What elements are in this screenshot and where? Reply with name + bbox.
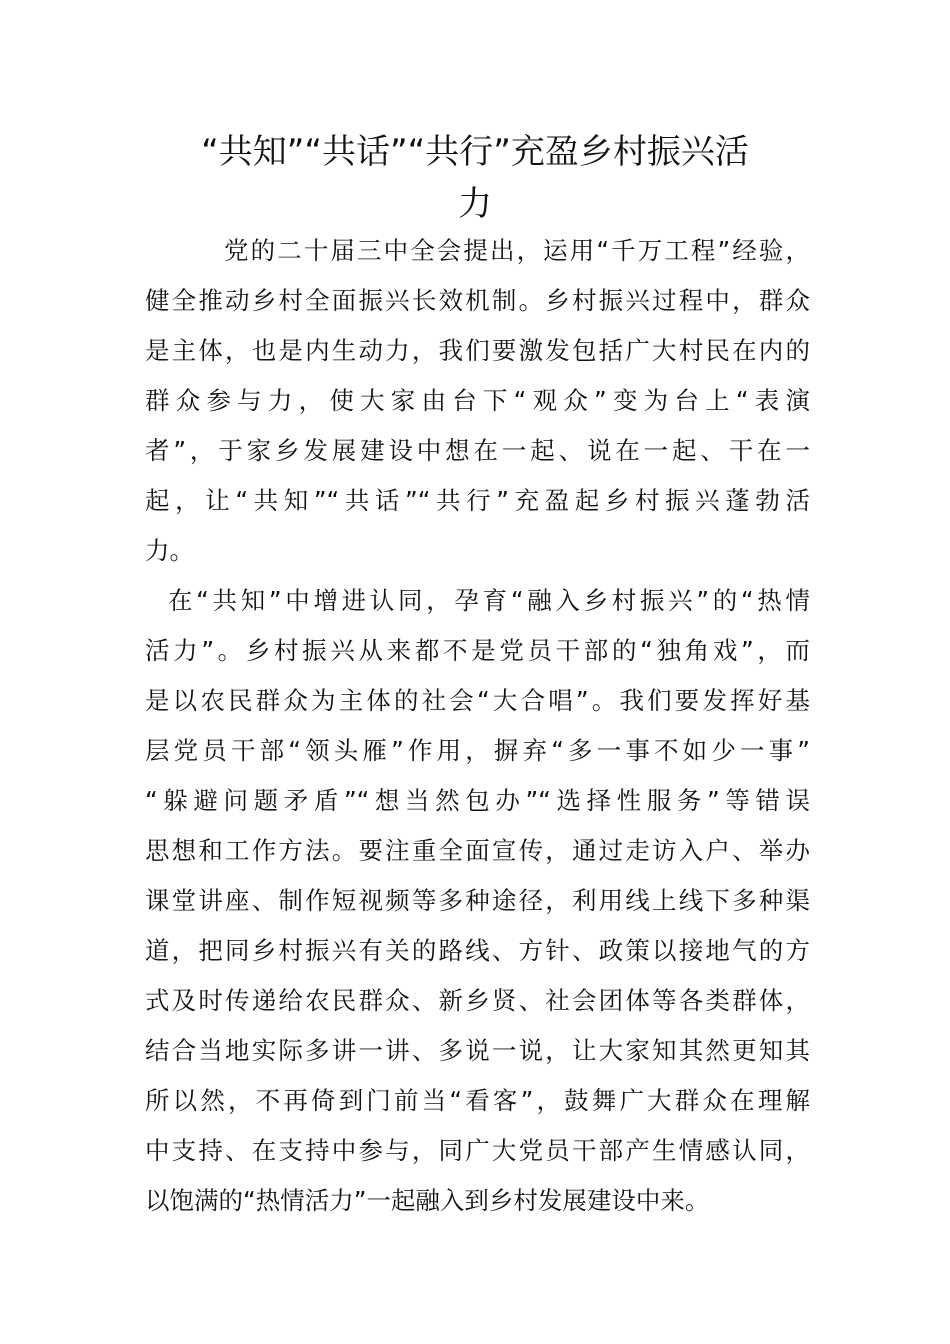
body-line-15: 道，把同乡村振兴有关的路线、方针、政策以接地气的方 (145, 936, 810, 965)
body-line-18: 所以然，不再倚到门前当“看客”，鼓舞广大群众在理解 (145, 1086, 810, 1115)
body-line-17: 结合当地实际多讲一讲、多说一说，让大家知其然更知其 (145, 1036, 810, 1065)
body-line-5: 者”，于家乡发展建设中想在一起、说在一起、干在一 (145, 436, 810, 465)
body-line-4: 群众参与力，使大家由台下“观众”变为台上“表演 (145, 386, 810, 415)
body-line-12: “躲避问题矛盾”“想当然包办”“选择性服务”等错误 (145, 786, 810, 815)
body-line-9: 活力”。乡村振兴从来都不是党员干部的“独角戏”，而 (145, 636, 810, 665)
body-line-19: 中支持、在支持中参与，同广大党员干部产生情感认同， (145, 1136, 810, 1165)
document-title-line-1: “共知”“共话”“共行”充盈乡村振兴活 (201, 132, 749, 172)
body-line-1: 党的二十届三中全会提出，运用“千万工程”经验， (145, 236, 810, 265)
body-line-11: 层党员干部“领头雁”作用，摒弃“多一事不如少一事” (145, 736, 810, 765)
body-line-14: 课堂讲座、制作短视频等多种途径，利用线上线下多种渠 (145, 886, 810, 915)
body-line-16: 式及时传递给农民群众、新乡贤、社会团体等各类群体， (145, 986, 810, 1015)
body-line-3: 是主体，也是内生动力，我们要激发包括广大村民在内的 (145, 336, 810, 365)
body-line-7: 力。 (145, 536, 194, 565)
body-line-8: 在“共知”中增进认同，孕育“融入乡村振兴”的“热情 (145, 586, 810, 615)
body-line-20: 以饱满的“热情活力”一起融入到乡村发展建设中来。 (145, 1186, 710, 1215)
document-title-line-2: 力 (458, 184, 492, 224)
body-line-2: 健全推动乡村全面振兴长效机制。乡村振兴过程中，群众 (145, 286, 810, 315)
body-line-13: 思想和工作方法。要注重全面宣传，通过走访入户、举办 (145, 836, 810, 865)
body-line-10: 是以农民群众为主体的社会“大合唱”。我们要发挥好基 (145, 686, 810, 715)
body-line-6: 起，让“共知”“共话”“共行”充盈起乡村振兴蓬勃活 (145, 486, 810, 515)
